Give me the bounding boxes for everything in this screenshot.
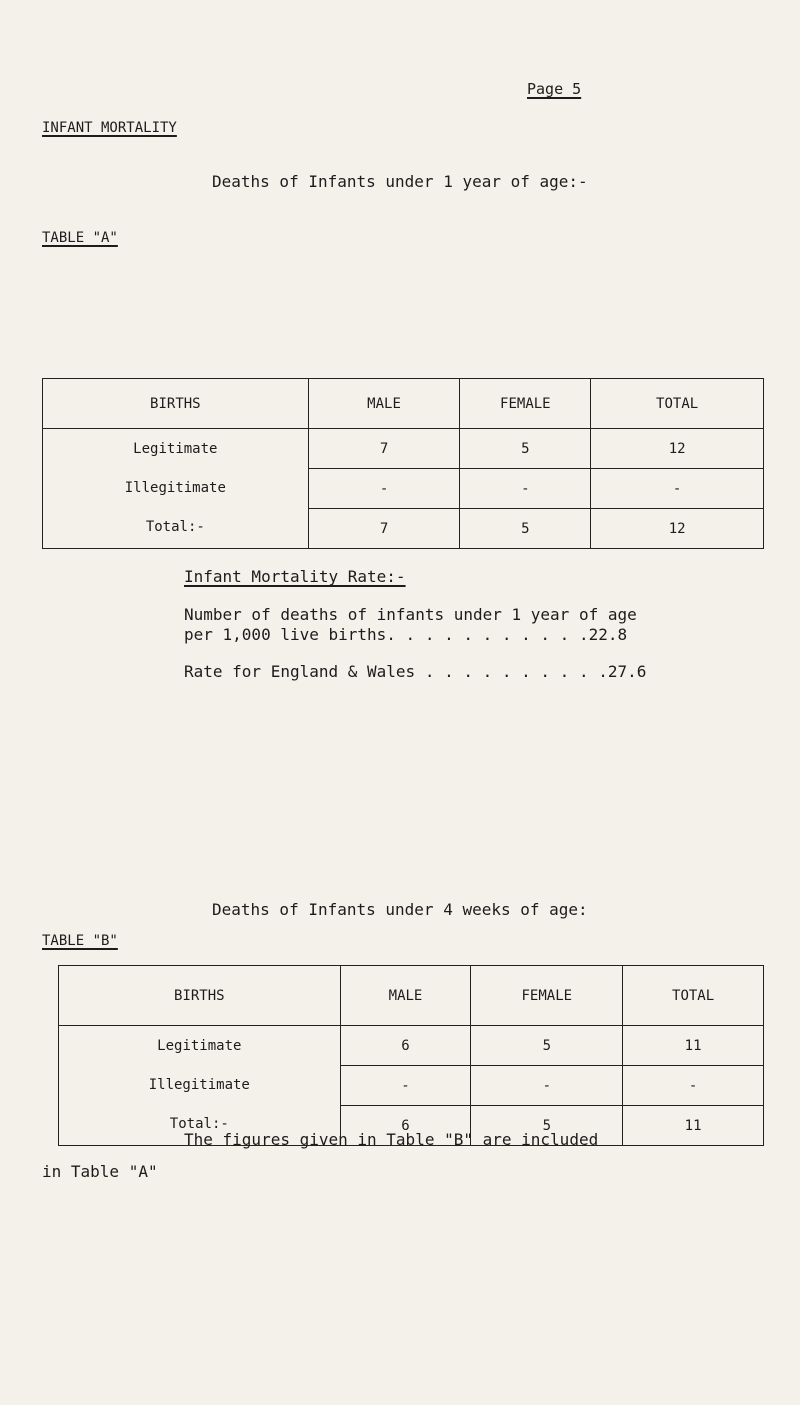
table-b-label: TABLE "B" [42, 933, 118, 949]
table-a-header-births: BIRTHS [43, 379, 309, 429]
rate-title: Infant Mortality Rate:- [184, 567, 406, 586]
section-title: INFANT MORTALITY [42, 120, 177, 136]
table-b-cell: - [471, 1066, 623, 1106]
table-b-header-male: MALE [340, 966, 471, 1026]
table-a-cell: 12 [591, 509, 764, 549]
page-number: Page 5 [527, 80, 582, 98]
table-a [42, 378, 764, 549]
table-b-cell: 6 [340, 1026, 471, 1066]
table-row [43, 429, 764, 469]
table-a-header-total: TOTAL [591, 379, 764, 429]
table-a-cell: 7 [308, 509, 460, 549]
row-label-illegitimate: Illegitimate [148, 1077, 250, 1093]
table-b-header-row [59, 966, 764, 1026]
table-a-cell: 5 [460, 509, 591, 549]
table-a-intro: Deaths of Infants under 1 year of age:- [212, 172, 588, 191]
row-label-total: Total:- [145, 519, 205, 535]
table-a-cell: 5 [460, 429, 591, 469]
table-a-cell: - [591, 469, 764, 509]
table-b-cell: 5 [471, 1026, 623, 1066]
table-a-cell: - [308, 469, 460, 509]
table-b-cell: - [623, 1066, 764, 1106]
table-b-header-births: BIRTHS [59, 966, 341, 1026]
table-a-label: TABLE "A" [42, 230, 118, 246]
table-row [59, 1026, 764, 1066]
table-b [58, 965, 764, 1146]
row-label-legitimate: Legitimate [133, 441, 218, 457]
table-a-cell: - [460, 469, 591, 509]
table-a-cell: 12 [591, 429, 764, 469]
rate-line-3: Rate for England & Wales . . . . . . . . . .27.6 [184, 662, 647, 681]
table-a-cell: 7 [308, 429, 460, 469]
table-a-header-female: FEMALE [460, 379, 591, 429]
table-a-header-male: MALE [308, 379, 460, 429]
table-b-cell: 5 [471, 1106, 623, 1146]
note-line-2: in Table "A" [42, 1162, 158, 1181]
rate-line-2: per 1,000 live births. . . . . . . . . . .22.8 [184, 625, 628, 644]
table-a-header-row [43, 379, 764, 429]
table-b-cell: 6 [340, 1106, 471, 1146]
table-b-cell: 11 [623, 1026, 764, 1066]
table-b-cell: 11 [623, 1106, 764, 1146]
row-label-illegitimate: Illegitimate [124, 480, 226, 496]
rate-line-1: Number of deaths of infants under 1 year of age [184, 605, 637, 624]
table-b-header-female: FEMALE [471, 966, 623, 1026]
row-label-total: Total:- [169, 1116, 229, 1132]
table-b-cell: - [340, 1066, 471, 1106]
table-a-row-labels [43, 429, 309, 549]
table-b-header-total: TOTAL [623, 966, 764, 1026]
table-b-intro: Deaths of Infants under 4 weeks of age: [212, 900, 588, 919]
row-label-legitimate: Legitimate [157, 1038, 242, 1054]
note-line-1: The figures given in Table "B" are included [184, 1130, 599, 1149]
table-b-row-labels [59, 1026, 341, 1146]
